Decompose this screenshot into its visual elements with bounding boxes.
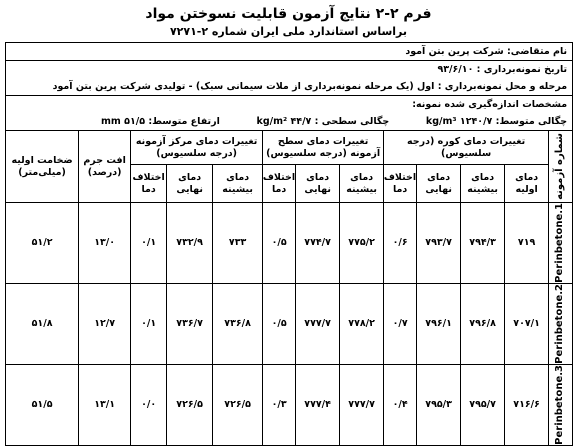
cell-surface-final: ۷۷۴/۷ (296, 203, 340, 284)
col-initial-thickness: ضخامت اولیه (میلی‌متر) (6, 131, 79, 203)
cell-surface-diff: ۰/۵ (263, 203, 296, 284)
cell-furnace-initial: ۷۱۹ (505, 203, 549, 284)
cell-center-final: ۷۳۶/۷ (167, 283, 213, 364)
cell-furnace-diff: ۰/۶ (384, 203, 417, 284)
cell-initial-thickness: ۵۱/۸ (6, 283, 79, 364)
col-furnace-diff: اختلاف دما (384, 165, 417, 203)
cell-center-diff: ۰/۰ (131, 364, 167, 445)
applicant-row (6, 43, 573, 61)
avg-density: چگالی متوسط: ۱۲۴۰/۷ kg/m³ (425, 115, 568, 127)
col-mass-loss: افت جرم (درصد) (79, 131, 131, 203)
cell-center-final: ۷۳۲/۹ (167, 203, 213, 284)
cell-furnace-final: ۷۹۶/۱ (417, 283, 461, 364)
cell-center-max: ۷۳۶/۸ (213, 283, 263, 364)
sampling-date: تاریخ نمونه‌برداری : ۹۳/۶/۱۰ (437, 63, 568, 75)
table-row (6, 203, 573, 284)
sampling-stage-row (6, 78, 573, 96)
col-surface-group: تغییرات دمای سطح آزمونه (درجه سلسیوس) (263, 131, 384, 165)
cell-center-final: ۷۲۶/۵ (167, 364, 213, 445)
cell-mass-loss: ۱۳/۰ (79, 203, 131, 284)
cell-initial-thickness: ۵۱/۵ (6, 364, 79, 445)
cell-center-diff: ۰/۱ (131, 203, 167, 284)
cell-sample: Perinbetone.1 (549, 203, 573, 284)
cell-furnace-final: ۷۹۵/۳ (417, 364, 461, 445)
cell-surface-final: ۷۷۷/۴ (296, 364, 340, 445)
avg-height: ارتفاع متوسط: ۵۱/۵ mm (101, 115, 220, 127)
cell-surface-max: ۷۷۷/۷ (340, 364, 384, 445)
cell-center-diff: ۰/۱ (131, 283, 167, 364)
cell-furnace-max: ۷۹۶/۸ (461, 283, 505, 364)
cell-surface-max: ۷۷۵/۲ (340, 203, 384, 284)
cell-sample: Perinbetone.2 (549, 283, 573, 364)
cell-furnace-max: ۷۹۴/۳ (461, 203, 505, 284)
cell-mass-loss: ۱۳/۱ (79, 364, 131, 445)
col-surface-diff: اختلاف دما (263, 165, 296, 203)
cell-furnace-diff: ۰/۷ (384, 283, 417, 364)
cell-surface-max: ۷۷۸/۲ (340, 283, 384, 364)
cell-surface-diff: ۰/۵ (263, 283, 296, 364)
cell-furnace-max: ۷۹۵/۷ (461, 364, 505, 445)
specs-heading-row (6, 96, 573, 114)
applicant: نام متقاضی: شرکت پرین بتن آمود (405, 45, 568, 57)
specs-heading: مشخصات اندازه‌گیری شده نمونه: (412, 98, 568, 110)
cell-furnace-initial: ۷۱۶/۶ (505, 364, 549, 445)
cell-mass-loss: ۱۲/۷ (79, 283, 131, 364)
col-furnace-initial: دمای اولیه (505, 165, 549, 203)
cell-furnace-initial: ۷۰۷/۱ (505, 283, 549, 364)
sampling-stage: مرحله و محل نمونه‌برداری : اول (یک مرحله نمونه‌برداری از ملات سیمانی سبک) - تولیدی شرکت پرین بتن آمود (52, 80, 568, 92)
col-center-final: دمای نهایی (167, 165, 213, 203)
cell-surface-diff: ۰/۳ (263, 364, 296, 445)
results-table (5, 42, 573, 446)
col-center-max: دمای بیشینه (213, 165, 263, 203)
col-sample-no: شماره آزمونه (549, 131, 573, 203)
col-surface-max: دمای بیشینه (340, 165, 384, 203)
col-center-diff: اختلاف دما (131, 165, 167, 203)
col-surface-final: دمای نهایی (296, 165, 340, 203)
surface-density: چگالی سطحی : ۴۴/۷ kg/m² (256, 115, 390, 127)
form-subtitle: براساس استاندارد ملی ایران شماره ۲-۷۲۷۱ (169, 25, 408, 38)
form-title: فرم ۲-۲ نتایج آزمون قابلیت نسوختن مواد (145, 6, 432, 22)
sampling-date-row (6, 61, 573, 79)
table-row (6, 283, 573, 364)
cell-furnace-final: ۷۹۳/۷ (417, 203, 461, 284)
col-center-group: تغییرات دمای مرکز آزمونه (درجه سلسیوس) (131, 131, 263, 165)
cell-sample: Perinbetone.3 (549, 364, 573, 445)
col-furnace-group: تغییرات دمای کوره (درجه سلسیوس) (384, 131, 549, 165)
cell-center-max: ۷۳۳ (213, 203, 263, 284)
table-row (6, 364, 573, 445)
col-furnace-max: دمای بیشینه (461, 165, 505, 203)
specs-row (6, 113, 573, 131)
col-furnace-final: دمای نهایی (417, 165, 461, 203)
cell-initial-thickness: ۵۱/۲ (6, 203, 79, 284)
cell-furnace-diff: ۰/۴ (384, 364, 417, 445)
cell-center-max: ۷۲۶/۵ (213, 364, 263, 445)
cell-surface-final: ۷۷۷/۷ (296, 283, 340, 364)
